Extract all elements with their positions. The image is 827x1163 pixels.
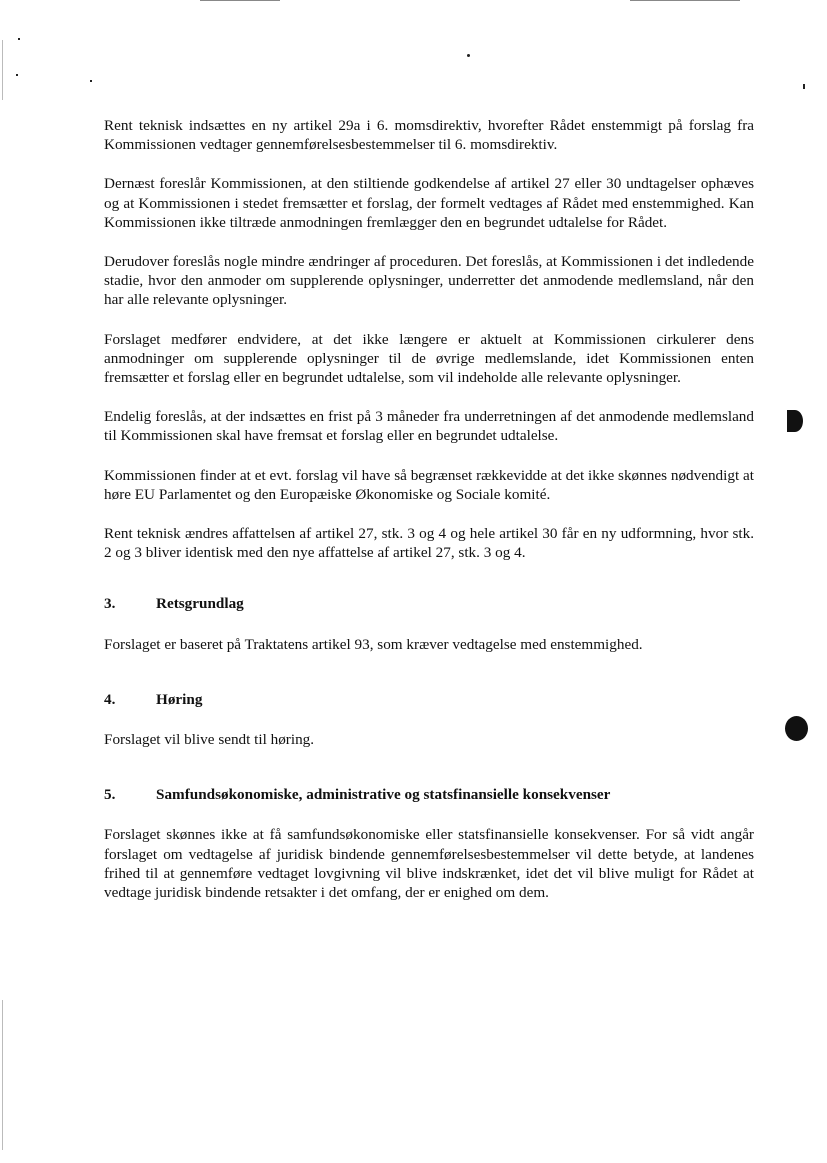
scan-left-edge [2,40,3,100]
punch-hole-mark [787,410,803,432]
section-title: Samfundsøkonomiske, administrative og statsfinansielle konsekvenser [156,786,611,804]
section-number: 3. [104,595,116,613]
scan-speck [803,84,805,89]
scan-speck [18,38,20,40]
scan-speck [467,54,470,57]
document-body [104,116,754,922]
section-text: Forslaget vil blive sendt til høring. [104,731,315,749]
scan-left-edge-bottom [2,1000,3,1150]
paragraph: Rent teknisk ændres affattelsen af artikel 27, stk. 3 og 4 og hele artikel 30 får en ny udformning, hvor stk. 2 og 3 bliver identisk med den nye affattelse af artikel 27, stk. 3 og 4. [104,525,754,562]
section-heading [104,690,754,709]
section-title: Retsgrundlag [156,595,244,613]
paragraph: Rent teknisk indsættes en ny artikel 29a i 6. momsdirektiv, hvorefter Rådet enstemmigt på forslag fra Kommissionen vedtager gennemførelsesbestemmelser til 6. momsdirektiv. [104,117,754,154]
scan-speck [16,74,18,76]
section-number: 4. [104,690,116,708]
section-heading [104,785,754,804]
scan-top-rule [200,0,280,1]
paragraph: Endelig foreslås, at der indsættes en frist på 3 måneder fra underretningen af det anmodende medlemsland til Kommissionen skal have fremsat et forslag eller en begrundet udtalelse. [104,408,754,445]
paragraph: Dernæst foreslår Kommissionen, at den stiltiende godkendelse af artikel 27 eller 30 undtagelser ophæves og at Kommissionen i stedet fremsætter et forslag, der formelt vedtages af Rådet med enstemmighed. Kan Kommissionen ikke tiltræde anmodningen fremlægger den en begrundet udtalelse for Rådet. [104,175,754,231]
paragraph: Kommissionen finder at et evt. forslag vil have så begrænset rækkevidde at det ikke skønnes nødvendigt at høre EU Parlamentet og den Europæiske Økonomiske og Sociale komité. [104,466,754,503]
section-text: Forslaget er baseret på Traktatens artikel 93, som kræver vedtagelse med enstemmighed. [104,635,643,653]
paragraph: Forslaget medfører endvidere, at det ikke længere er aktuelt at Kommissionen cirkulerer dens anmodninger om supplerende oplysninger til de øvrige medlemslande, idet Kommissionen enten fremsætter et forslag eller en begrundet udtalelse, som vil indeholde alle relevante oplysninger. [104,330,754,387]
paragraph: Derudover foreslås nogle mindre ændringer af proceduren. Det foreslås, at Kommissionen i det indledende stadie, hvor den anmoder om supplerende oplysninger, underretter det anmodende medlemsland, når den har alle relevante oplysninger. [104,253,754,309]
section-text: Forslaget skønnes ikke at få samfundsøkonomiske eller statsfinansielle konsekvenser. For så vidt angår forslaget om vedtagelse af juridisk bindende gennemførelsesbestemmelser vil dette betyde, at landenes frihed til at gennemføre vedtaget lovgivning vil blive indskrænket, idet det vil blive muligt for Rådet at vedtage juridisk bindende retsakter i det omfang, der er enighed om dem. [104,826,754,902]
scan-speck [90,80,92,82]
section-title: Høring [156,690,203,708]
section-heading [104,594,754,613]
section-number: 5. [104,786,116,804]
scan-top-rule-right [630,0,740,1]
punch-hole-mark [785,716,808,741]
